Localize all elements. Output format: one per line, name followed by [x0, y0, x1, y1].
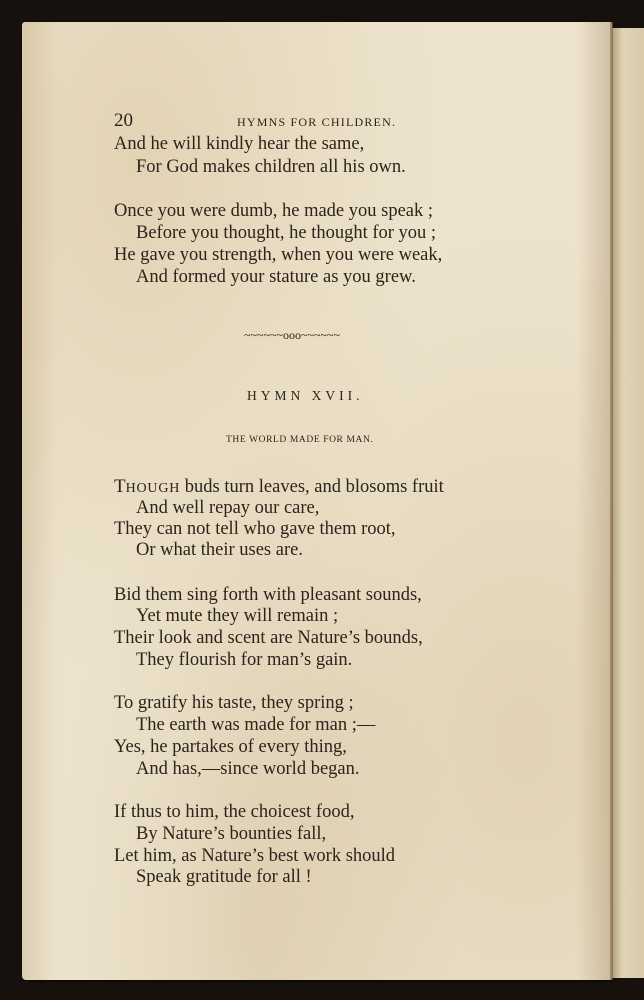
verse-line: Bid them sing forth with pleasant sounds, — [114, 585, 422, 605]
next-page-edge — [612, 28, 644, 978]
verse-line: And he will kindly hear the same, — [114, 134, 365, 154]
verse-line: Yes, he partakes of every thing, — [114, 737, 347, 757]
verse-line: Or what their uses are. — [136, 540, 303, 560]
verse-line: And has,—since world began. — [136, 759, 360, 779]
ornamental-divider: ~~~~~~ooo~~~~~~ — [244, 328, 340, 342]
verse-line: And well repay our care, — [136, 498, 320, 518]
verse-line: Before you thought, he thought for you ; — [136, 223, 437, 243]
initial-letter: T — [114, 476, 126, 497]
smallcaps-word: HOUGH — [125, 481, 181, 496]
page-number: 20 — [114, 110, 133, 131]
running-head: HYMNS FOR CHILDREN. — [237, 115, 397, 129]
first-line-rest: buds turn leaves, and blosoms fruit — [180, 477, 444, 497]
verse-line: They flourish for man’s gain. — [136, 650, 353, 670]
verse-line: The earth was made for man ;— — [136, 715, 376, 735]
hymn-number: HYMN XVII. — [247, 388, 364, 403]
verse-line: For God makes children all his own. — [136, 157, 406, 177]
hymn-title: THE WORLD MADE FOR MAN. — [226, 435, 374, 445]
verse-line: By Nature’s bounties fall, — [136, 824, 327, 844]
verse-line: Yet mute they will remain ; — [136, 606, 339, 626]
verse-line: To gratify his taste, they spring ; — [114, 693, 354, 713]
verse-line: He gave you strength, when you were weak, — [114, 245, 443, 265]
verse-line: Let him, as Nature’s best work should — [114, 846, 396, 866]
verse-line: If thus to him, the choicest food, — [114, 802, 355, 822]
verse-line: Once you were dumb, he made you speak ; — [114, 201, 434, 221]
verse-line: Speak gratitude for all ! — [136, 867, 312, 887]
verse-line: They can not tell who gave them root, — [114, 519, 396, 539]
verse-line: And formed your stature as you grew. — [136, 267, 416, 287]
verse-line: Their look and scent are Nature’s bounds, — [114, 628, 423, 648]
